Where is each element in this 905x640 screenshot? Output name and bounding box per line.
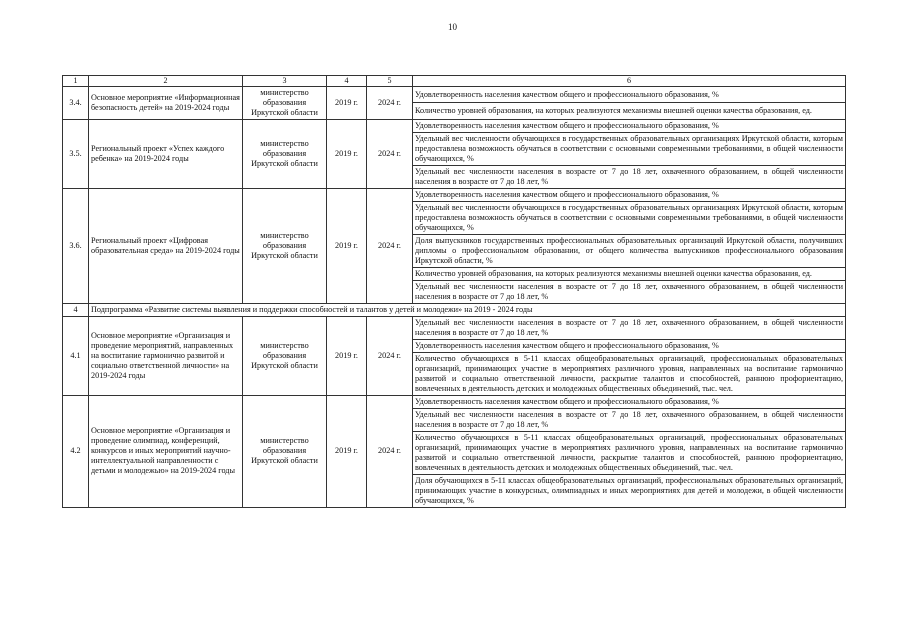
header-row xyxy=(63,76,846,87)
indicator: Количество уровней образования, на которых реализуются механизмы внешней оценки качества образования, ед. xyxy=(413,103,846,120)
subprogram-row xyxy=(63,303,846,316)
table-row xyxy=(63,395,846,408)
item-executor: министерство образования Иркутской области xyxy=(243,86,327,119)
indicator: Удельный вес численности населения в возрасте от 7 до 18 лет, охваченного образованием, в общей численности населения в возрасте от 7 до 18 лет, % xyxy=(413,165,846,188)
item-executor: министерство образования Иркутской области xyxy=(243,119,327,188)
indicator: Удельный вес численности населения в возрасте от 7 до 18 лет, охваченного образованием, в общей численности населения в возрасте от 7 до 18 лет, % xyxy=(413,280,846,303)
item-executor: министерство образования Иркутской области xyxy=(243,316,327,395)
item-number: 4.1 xyxy=(63,316,89,395)
col-header-1: 1 xyxy=(63,76,89,87)
table-row xyxy=(63,316,846,339)
item-number: 3.5. xyxy=(63,119,89,188)
subprogram-title: Подпрограмма «Развитие системы выявления и поддержки способностей и талантов у детей и молодежи» на 2019 - 2024 годы xyxy=(89,303,846,316)
indicator: Удовлетворенность населения качеством общего и профессионального образования, % xyxy=(413,395,846,408)
item-name: Региональный проект «Успех каждого ребенка» на 2019-2024 годы xyxy=(89,119,243,188)
item-start-year: 2019 г. xyxy=(327,86,367,119)
item-number: 3.6. xyxy=(63,188,89,303)
item-name: Основное мероприятие «Информационная безопасность детей» на 2019-2024 годы xyxy=(89,86,243,119)
col-header-6: 6 xyxy=(413,76,846,87)
item-end-year: 2024 г. xyxy=(367,119,413,188)
indicator: Доля выпускников государственных профессиональных образовательных организаций Иркутской области, получивших дипломы о профессиональном образовании, от общего количества выпускников профессионального образования Иркутской области, % xyxy=(413,234,846,267)
indicator: Количество обучающихся в 5-11 классах общеобразовательных организаций, профессиональных образовательных организаций, принимающих участие в мероприятиях различного уровня, направленных на воспитание гармонично развитой и социально ответственной личности, раскрытие талантов и способностей, раннюю профориентацию, вовлеченных в деятельность детских и молодежных общественных объединений, тыс. чел. xyxy=(413,431,846,474)
indicator: Удовлетворенность населения качеством общего и профессионального образования, % xyxy=(413,339,846,352)
page-number: 10 xyxy=(448,22,457,32)
item-executor: министерство образования Иркутской области xyxy=(243,395,327,507)
item-end-year: 2024 г. xyxy=(367,316,413,395)
item-start-year: 2019 г. xyxy=(327,316,367,395)
indicator: Удельный вес численности обучающихся в государственных образовательных организациях Иркутской области, которым предоставлена возможность обучаться в соответствии с основными современными требованиями, в общей численности обучающихся, % xyxy=(413,201,846,234)
table-row xyxy=(63,86,846,103)
table-row xyxy=(63,188,846,201)
col-header-5: 5 xyxy=(367,76,413,87)
item-start-year: 2019 г. xyxy=(327,395,367,507)
col-header-2: 2 xyxy=(89,76,243,87)
subprogram-number: 4 xyxy=(63,303,89,316)
indicator: Количество обучающихся в 5-11 классах общеобразовательных организаций, профессиональных образовательных организаций, принимающих участие в мероприятиях различного уровня, направленных на воспитание гармонично развитой и социально ответственной личности, раскрытие талантов и способностей, раннюю профориентацию, вовлеченных в деятельность детских и молодежных общественных объединений, тыс. чел. xyxy=(413,352,846,395)
program-table xyxy=(62,75,846,508)
item-name: Основное мероприятие «Организация и проведение мероприятий, направленных на воспитание гармонично развитой и социально ответственной личности» на 2019-2024 годы xyxy=(89,316,243,395)
indicator: Удовлетворенность населения качеством общего и профессионального образования, % xyxy=(413,86,846,103)
item-name: Основное мероприятие «Организация и проведение олимпиад, конференций, конкурсов и иных мероприятий научно-интеллектуальной направленности с детьми и молодежью» на 2019-2024 годы xyxy=(89,395,243,507)
col-header-3: 3 xyxy=(243,76,327,87)
item-executor: министерство образования Иркутской области xyxy=(243,188,327,303)
item-number: 3.4. xyxy=(63,86,89,119)
item-end-year: 2024 г. xyxy=(367,188,413,303)
indicator: Удельный вес численности населения в возрасте от 7 до 18 лет, охваченного образованием, в общей численности населения в возрасте от 7 до 18 лет, % xyxy=(413,408,846,431)
indicator: Удовлетворенность населения качеством общего и профессионального образования, % xyxy=(413,188,846,201)
item-name: Региональный проект «Цифровая образовательная среда» на 2019-2024 годы xyxy=(89,188,243,303)
table-row xyxy=(63,119,846,132)
col-header-4: 4 xyxy=(327,76,367,87)
indicator: Количество уровней образования, на которых реализуются механизмы внешней оценки качества образования, ед. xyxy=(413,267,846,280)
indicator: Доля обучающихся в 5-11 классах общеобразовательных организаций, профессиональных образовательных организаций, принимающих участие в конкурсных, олимпиадных и иных мероприятиях для детей и молодежи, в общей численности обучающихся, % xyxy=(413,474,846,507)
indicator: Удовлетворенность населения качеством общего и профессионального образования, % xyxy=(413,119,846,132)
indicator: Удельный вес численности обучающихся в государственных образовательных организациях Иркутской области, которым предоставлена возможность обучаться в соответствии с основными современными требованиями, в общей численности обучающихся, % xyxy=(413,132,846,165)
item-start-year: 2019 г. xyxy=(327,188,367,303)
indicator: Удельный вес численности населения в возрасте от 7 до 18 лет, охваченного образованием, в общей численности населения в возрасте от 7 до 18 лет, % xyxy=(413,316,846,339)
item-number: 4.2 xyxy=(63,395,89,507)
item-end-year: 2024 г. xyxy=(367,86,413,119)
item-start-year: 2019 г. xyxy=(327,119,367,188)
item-end-year: 2024 г. xyxy=(367,395,413,507)
